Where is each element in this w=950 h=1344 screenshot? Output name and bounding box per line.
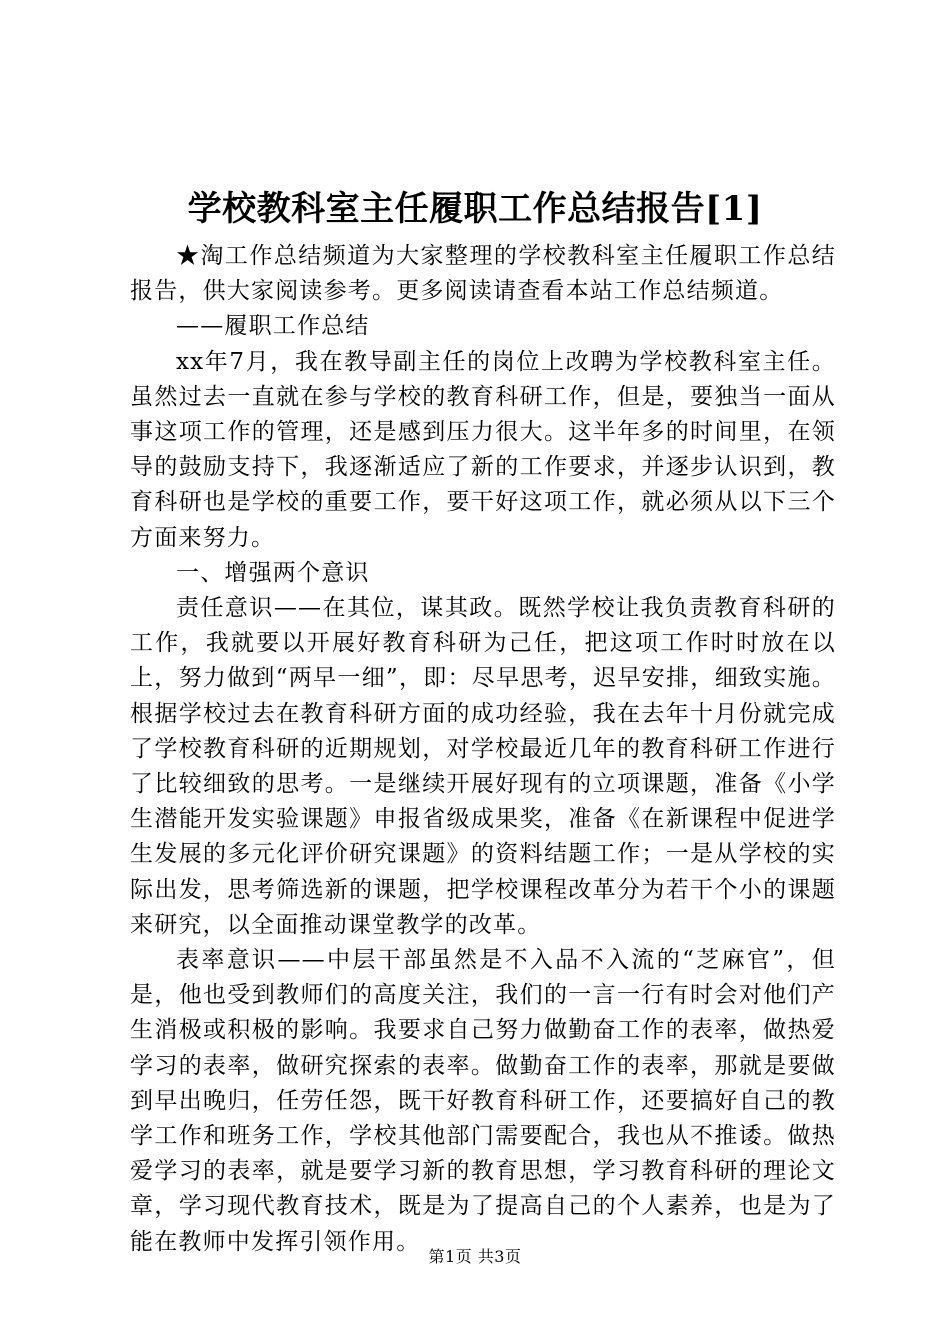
section-heading: 一、增强两个意识 — [176, 559, 370, 586]
section-subtitle: ——履职工作总结 — [176, 313, 370, 340]
page-number-footer: 第1页 共3页 — [428, 1247, 522, 1266]
intro-paragraph: ★淘工作总结频道为大家整理的学校教科室主任履职工作总结报告，供大家阅读参考。更多阅读请查看本站工作总结频道。 — [130, 243, 836, 305]
body-paragraph: 责任意识——在其位，谋其政。既然学校让我负责教育科研的工作，我就要以开展好教育科研为己任，把这项工作时时放在以上，努力做到“两早一细”，即：尽早思考，迟早安排，细致实施。根据学校过去在教育科研方面的成功经验，我在去年十月份就完成了学校教育科研的近期规划，对学校最近几年的教育科研工作进行了比较细致的思考。一是继续开展好现有的立项课题，准备《小学生潜能开发实验课题》申报省级成果奖，准备《在新课程中促进学生发展的多元化评价研究课题》的资料结题工作；一是从学校的实际出发，思考筛选新的课题，把学校课程改革分为若干个小的课题来研究，以全面推动课堂教学的改革。 — [130, 595, 836, 938]
body-paragraph: 表率意识——中层干部虽然是不入品不入流的“芝麻官”，但是，他也受到教师们的高度关注，我们的一言一行有时会对他们产生消极或积极的影响。我要求自己努力做勤奋工作的表率，做热爱学习的表率，做研究探索的表率。做勤奋工作的表率，那就是要做到早出晚归，任劳任怨，既干好教育科研工作，还要搞好自己的教学工作和班务工作，学校其他部门需要配合，我也从不推诿。做热爱学习的表率，就是要学习新的教育思想，学习教育科研的理论文章，学习现代教育技术，既是为了提高自己的个人素养，也是为了能在教师中发挥引领作用。 — [130, 947, 836, 1255]
document-title: 学校教科室主任履职工作总结报告[1] — [187, 189, 763, 229]
body-paragraph: xx年7月，我在教导副主任的岗位上改聘为学校教科室主任。虽然过去一直就在参与学校的教育科研工作，但是，要独当一面从事这项工作的管理，还是感到压力很大。这半年多的时间里，在领导的鼓励支持下，我逐渐适应了新的工作要求，并逐步认识到，教育科研也是学校的重要工作，要干好这项工作，就必须从以下三个方面来努力。 — [130, 348, 836, 551]
document-body — [130, 239, 836, 1260]
